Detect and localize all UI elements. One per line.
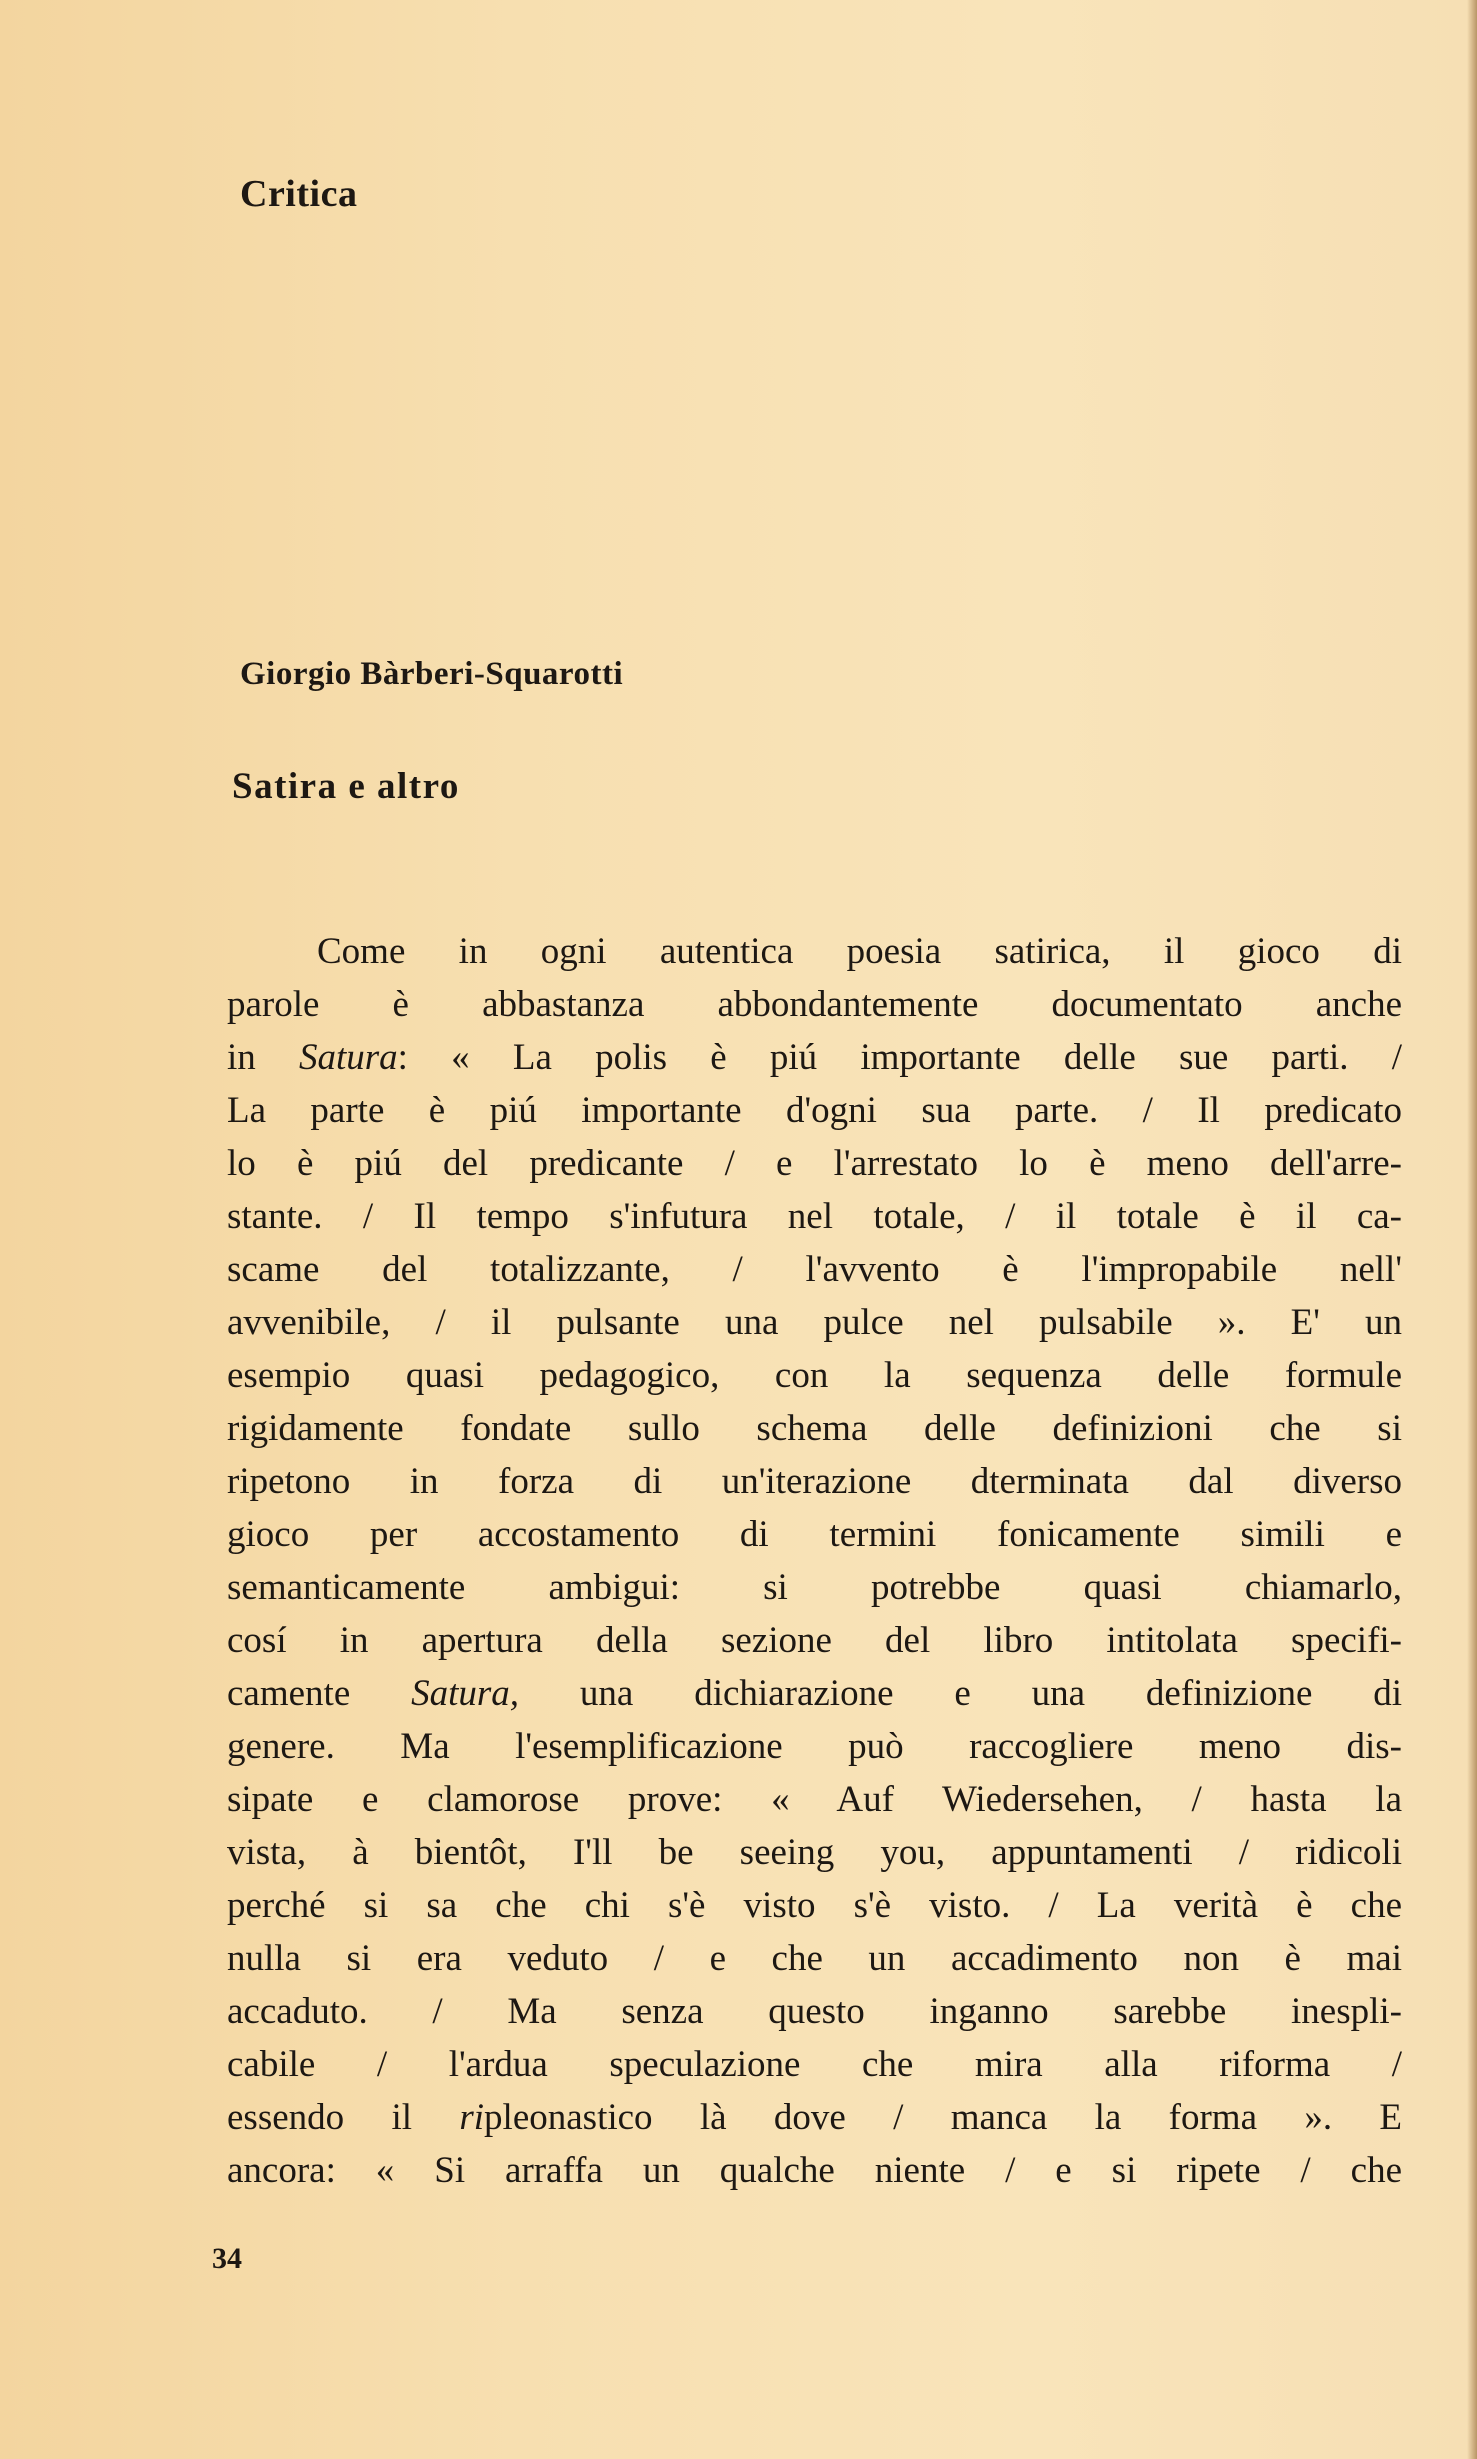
text-line: perché si sa che chi s'è visto s'è visto. / La verità è che	[227, 1885, 1402, 1926]
article-title: Satira e altro	[232, 766, 460, 807]
text-line: camente Satura, una dichiarazione e una definizione di	[227, 1673, 1403, 1714]
text-line: accaduto. / Ma senza questo inganno sarebbe inespli-	[227, 1991, 1402, 2032]
text-line: Come in ogni autentica poesia satirica, il gioco di	[317, 931, 1402, 972]
text-line: esempio quasi pedagogico, con la sequenza delle formule	[227, 1355, 1402, 1396]
page-edge-shadow	[1467, 0, 1477, 2459]
italic-title: Satura,	[411, 1673, 520, 1714]
text-line: sipate e clamorose prove: « Auf Wiedersehen, / hasta la	[227, 1779, 1402, 1820]
text-line: scame del totalizzante, / l'avvento è l'impropabile nell'	[227, 1249, 1402, 1290]
italic-title: Satura	[298, 1037, 398, 1078]
text-line: La parte è piú importante d'ogni sua parte. / Il predicato	[227, 1090, 1402, 1131]
italic-title: ri	[459, 2097, 485, 2138]
text-line: gioco per accostamento di termini fonicamente simili e	[227, 1514, 1402, 1555]
article-author: Giorgio Bàrberi-Squarotti	[240, 656, 624, 692]
text-line: cosí in apertura della sezione del libro intitolata specifi-	[227, 1620, 1402, 1661]
article-body	[227, 925, 1402, 2197]
text-line: stante. / Il tempo s'infutura nel totale, / il totale è il ca-	[227, 1196, 1402, 1237]
text-line: ripetono in forza di un'iterazione dterminata dal diverso	[227, 1461, 1402, 1502]
text-line: genere. Ma l'esemplificazione può raccogliere meno dis-	[227, 1726, 1402, 1767]
text-line: lo è piú del predicante / e l'arrestato lo è meno dell'arre-	[227, 1143, 1402, 1184]
text-line: semanticamente ambigui: si potrebbe quasi chiamarlo,	[227, 1567, 1402, 1608]
text-line: in Satura: « La polis è piú importante delle sue parti. /	[227, 1037, 1402, 1078]
text-line: parole è abbastanza abbondantemente documentato anche	[227, 984, 1402, 1025]
section-heading: Critica	[240, 173, 358, 215]
text-line: cabile / l'ardua speculazione che mira alla riforma /	[227, 2044, 1402, 2085]
text-line: vista, à bientôt, I'll be seeing you, appuntamenti / ridicoli	[227, 1832, 1402, 1873]
text-line: essendo il ripleonastico là dove / manca la forma ». E	[227, 2097, 1403, 2138]
text-line: rigidamente fondate sullo schema delle definizioni che si	[227, 1408, 1402, 1449]
text-line: avvenibile, / il pulsante una pulce nel pulsabile ». E' un	[227, 1302, 1402, 1343]
text-line: ancora: « Si arraffa un qualche niente / e si ripete / che	[227, 2150, 1402, 2191]
text-line: nulla si era veduto / e che un accadimento non è mai	[227, 1938, 1402, 1979]
page-number: 34	[212, 2242, 242, 2275]
